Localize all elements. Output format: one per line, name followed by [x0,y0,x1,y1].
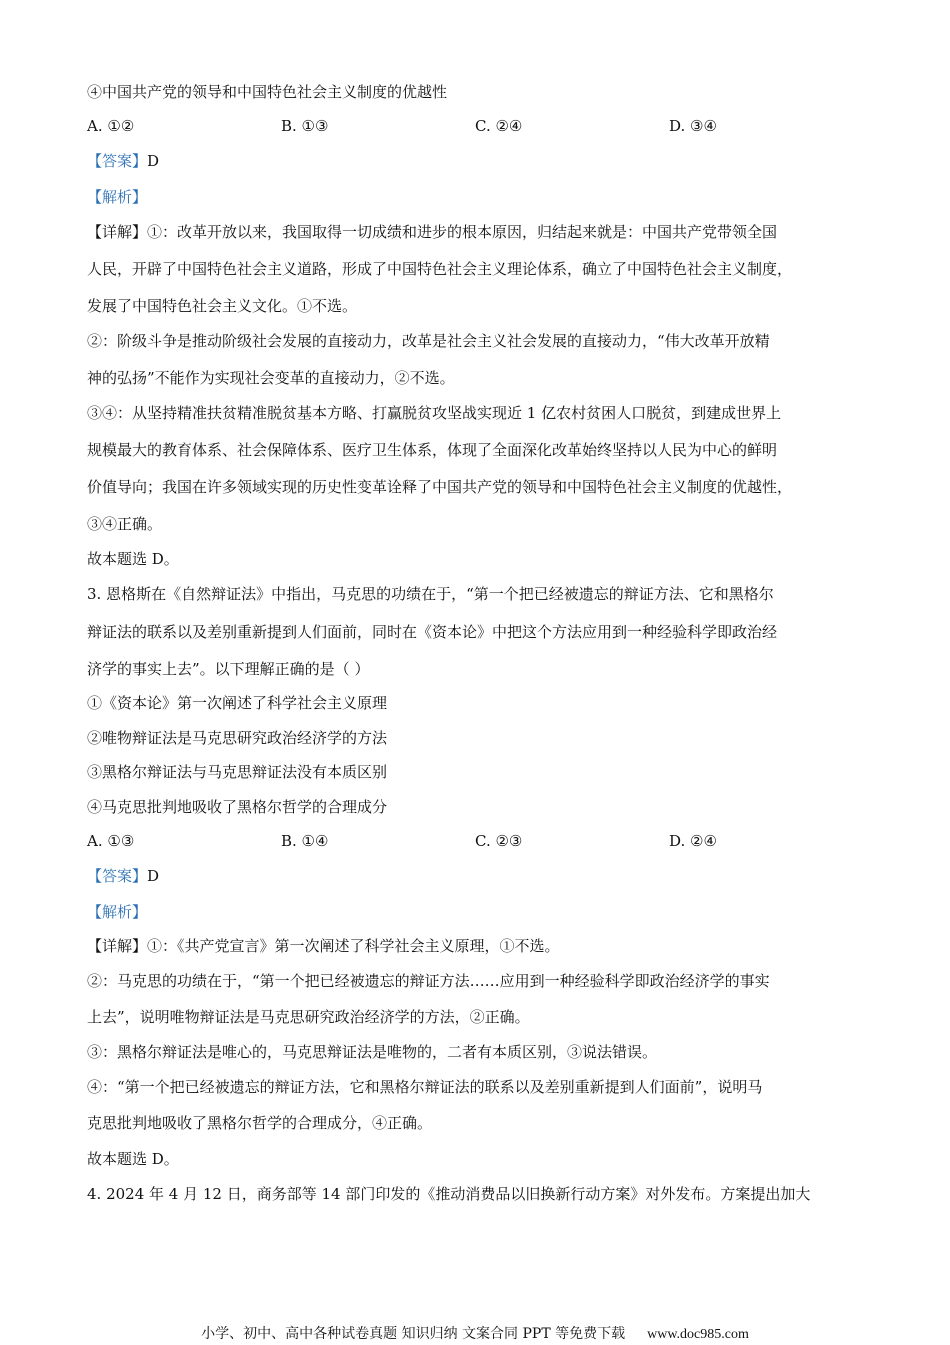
detail-line: 神的弘扬”不能作为实现社会变革的直接动力，②不选。 [87,369,455,387]
footer-text: 小学、初中、高中各种试卷真题 知识归纳 文案合同 PPT 等免费下载 [201,1326,626,1342]
choices-row [87,831,877,851]
option-1: ①《资本论》第一次阐述了科学社会主义原理 [87,694,388,712]
analysis-tag: 【解析】 [87,903,148,921]
detail-line: 发展了中国特色社会主义文化。①不选。 [87,297,358,315]
detail-line: 【详解】①：改革开放以来，我国取得一切成绩和进步的根本原因，归结起来就是：中国共产党带领全国 [87,223,778,241]
detail-line: 上去”，说明唯物辩证法是马克思研究政治经济学的方法，②正确。 [87,1008,530,1026]
detail-line: 克思批判地吸收了黑格尔哲学的合理成分，④正确。 [87,1114,433,1132]
answer-tag: 【答案】 [87,867,148,885]
question-3-stem: 济学的事实上去”。以下理解正确的是（ ） [87,660,370,678]
answer-line [87,151,877,171]
detail-line: ③④正确。 [87,515,163,533]
conclusion-line: 故本题选 D。 [87,1150,179,1168]
question-4-stem: 4. 2024 年 4 月 12 日，商务部等 14 部门印发的《推动消费品以旧换新行动方案》对外发布。方案提出加大 [87,1185,811,1203]
answer-line [87,866,877,886]
analysis-heading [87,187,877,207]
answer-value: D [147,867,160,885]
option-4: ④中国共产党的领导和中国特色社会主义制度的优越性 [87,83,448,101]
choice-a: A. ①② [87,117,135,135]
detail-line: ③：黑格尔辩证法是唯心的，马克思辩证法是唯物的，二者有本质区别，③说法错误。 [87,1043,658,1061]
option-2: ②唯物辩证法是马克思研究政治经济学的方法 [87,729,388,747]
analysis-heading [87,902,877,922]
detail-tag: 【详解】 [87,937,148,955]
footer-link[interactable]: www.doc985.com [647,1327,749,1342]
detail-line: ④：“第一个把已经被遗忘的辩证方法，它和黑格尔辩证法的联系以及差别重新提到人们面前”，说明马 [87,1078,763,1096]
detail-line: 【详解】①：《共产党宣言》第一次阐述了科学社会主义原理，①不选。 [87,937,560,955]
choice-c: C. ②③ [475,832,523,850]
detail-line: ③④：从坚持精准扶贫精准脱贫基本方略、打赢脱贫攻坚战实现近 1 亿农村贫困人口脱贫，到建成世界上 [87,404,782,422]
conclusion-line: 故本题选 D。 [87,550,179,568]
detail-line: ②：马克思的功绩在于，“第一个把已经被遗忘的辩证方法……应用到一种经验科学即政治经济学的事实 [87,972,770,990]
detail-line: 人民，开辟了中国特色社会主义道路，形成了中国特色社会主义理论体系，确立了中国特色社会主义制度， [87,260,793,278]
option-3: ③黑格尔辩证法与马克思辩证法没有本质区别 [87,763,388,781]
detail-line: 价值导向；我国在许多领域实现的历史性变革诠释了中国共产党的领导和中国特色社会主义制度的优越性， [87,478,793,496]
choice-b: B. ①③ [281,117,329,135]
answer-value: D [147,152,160,170]
detail-line: ②：阶级斗争是推动阶级社会发展的直接动力，改革是社会主义社会发展的直接动力，“伟大改革开放精 [87,332,770,350]
choice-b: B. ①④ [281,832,329,850]
choice-d: D. ②④ [669,832,717,850]
answer-tag: 【答案】 [87,152,148,170]
detail-line: 规模最大的教育体系、社会保障体系、医疗卫生体系，体现了全面深化改革始终坚持以人民为中心的鲜明 [87,441,778,459]
choices-row [87,116,877,136]
choice-d: D. ③④ [669,117,717,135]
page-footer [0,1324,950,1344]
detail-tag: 【详解】 [87,223,148,241]
analysis-tag: 【解析】 [87,188,148,206]
question-3-stem: 辩证法的联系以及差别重新提到人们面前，同时在《资本论》中把这个方法应用到一种经验科学即政治经 [87,623,778,641]
choice-c: C. ②④ [475,117,523,135]
option-4: ④马克思批判地吸收了黑格尔哲学的合理成分 [87,798,388,816]
choice-a: A. ①③ [87,832,135,850]
question-3-stem: 3. 恩格斯在《自然辩证法》中指出，马克思的功绩在于，“第一个把已经被遗忘的辩证方法、它和黑格尔 [87,585,774,603]
